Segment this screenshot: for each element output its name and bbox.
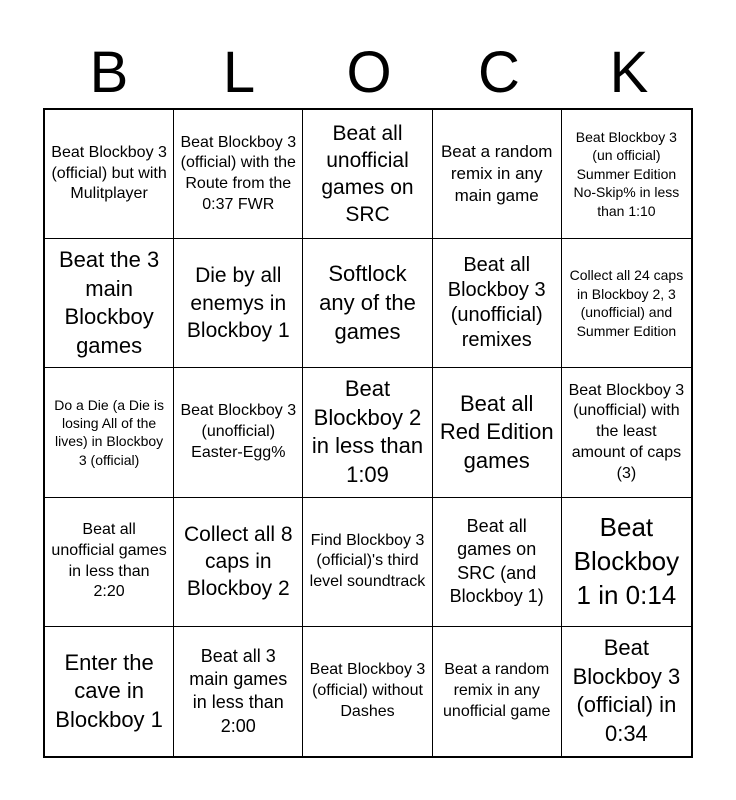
- bingo-cell: [45, 498, 174, 627]
- bingo-cell: [303, 498, 432, 627]
- cell-text: Beat all 3 main games in less than 2:00: [189, 645, 288, 736]
- cell-text: Collect all 24 caps in Blockboy 2, 3 (unofficial) and Summer Edition: [569, 267, 684, 339]
- cell-text: Beat Blockboy 2 in less than 1:09: [311, 376, 424, 488]
- cell-text: Beat Blockboy 1 in 0:14: [573, 512, 680, 610]
- bingo-header: [44, 42, 694, 104]
- cell-text: Beat all games on SRC (and Blockboy 1): [449, 515, 544, 607]
- cell-text: Beat all Blockboy 3 (unofficial) remixes: [447, 254, 546, 352]
- cell-text: Collect all 8 caps in Blockboy 2: [184, 522, 293, 601]
- cell-text: Beat a random remix in any main game: [440, 141, 553, 206]
- bingo-cell: [174, 368, 303, 497]
- cell-text: Beat Blockboy 3 (official) without Dashes: [309, 661, 426, 720]
- header-letter-b: B: [89, 40, 129, 105]
- cell-text: Die by all enemys in Blockboy 1: [186, 264, 290, 342]
- bingo-cell: [562, 239, 691, 368]
- cell-text: Beat Blockboy 3 (unofficial) Easter-Egg%: [180, 402, 297, 461]
- cell-text: Find Blockboy 3 (official)'s third level soundtrack: [309, 531, 426, 591]
- bingo-board: [43, 108, 693, 758]
- bingo-cell: [433, 498, 562, 627]
- bingo-cell: [45, 239, 174, 368]
- cell-text: Enter the cave in Blockboy 1: [55, 649, 163, 732]
- header-letter-o: O: [346, 40, 392, 105]
- bingo-cell: [433, 110, 562, 239]
- cell-text: Beat the 3 main Blockboy games: [58, 247, 160, 358]
- bingo-cell: [174, 110, 303, 239]
- header-letter-k: K: [609, 40, 649, 105]
- bingo-cell: [433, 627, 562, 756]
- header-letter-l: L: [222, 40, 256, 105]
- cell-text: Beat all unofficial games on SRC: [321, 121, 414, 227]
- cell-text: Beat Blockboy 3 (official) but with Mulitplayer: [51, 143, 167, 203]
- bingo-cell: [174, 627, 303, 756]
- bingo-cell: [303, 368, 432, 497]
- bingo-cell: [174, 498, 303, 627]
- bingo-cell: [562, 498, 691, 627]
- cell-text: Beat all Red Edition games: [439, 390, 554, 473]
- cell-text: Beat Blockboy 3 (official) with the Route from the 0:37 FWR: [180, 133, 297, 213]
- cell-text: Beat all unofficial games in less than 2:20: [51, 521, 167, 601]
- cell-text: Beat Blockboy 3 (unofficial) with the least amount of caps (3): [568, 381, 685, 482]
- cell-text: Beat Blockboy 3 (un official) Summer Edition No-Skip% in less than 1:10: [573, 128, 680, 219]
- cell-text: Softlock any of the games: [319, 261, 416, 344]
- bingo-cell: [562, 368, 691, 497]
- bingo-cell: [433, 368, 562, 497]
- bingo-cell: [45, 368, 174, 497]
- bingo-cell: [174, 239, 303, 368]
- header-letter-c: C: [478, 40, 520, 105]
- bingo-cell: [433, 239, 562, 368]
- cell-text: Beat Blockboy 3 (official) in 0:34: [572, 635, 681, 746]
- bingo-cell: [303, 627, 432, 756]
- bingo-cell: [303, 239, 432, 368]
- bingo-cell: [45, 627, 174, 756]
- bingo-cell: [303, 110, 432, 239]
- cell-text: Do a Die (a Die is losing All of the lives) in Blockboy 3 (official): [54, 396, 164, 468]
- cell-text: Beat a random remix in any unofficial game: [443, 661, 551, 720]
- bingo-cell: [562, 627, 691, 756]
- bingo-cell: [45, 110, 174, 239]
- bingo-cell: [562, 110, 691, 239]
